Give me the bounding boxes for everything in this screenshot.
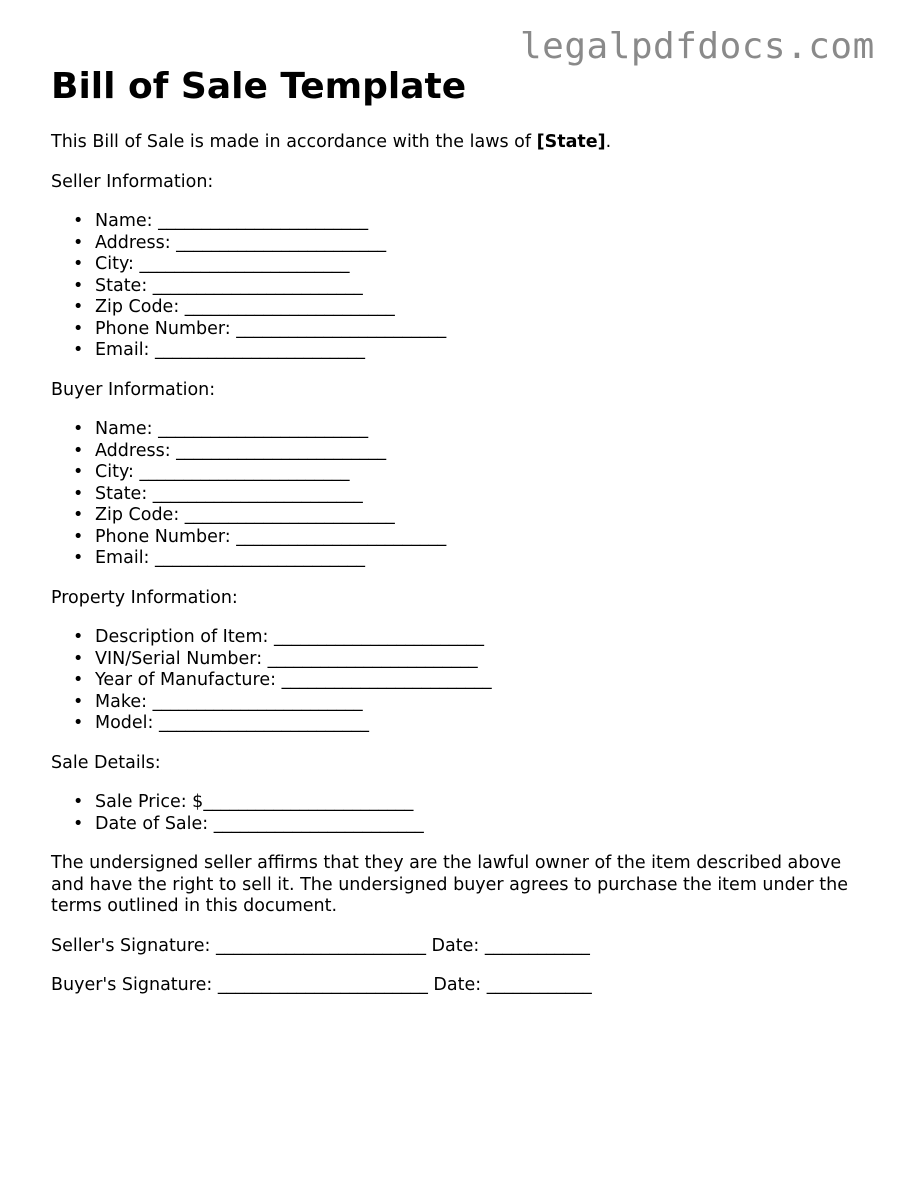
bullet: • [73,340,84,360]
field-label: State: [95,483,148,504]
buyer-state-field [73,483,871,506]
fill-line: ________________________ [139,254,350,274]
field-label: Email: [95,548,150,568]
bullet: • [73,713,84,733]
fill-line: ________________________ [159,713,370,733]
sale-heading: Sale Details: [51,752,161,773]
fill-line: ________________________ [281,670,492,690]
bullet: • [73,483,84,504]
fill-line: ________________________ [203,792,414,812]
seller-phone-field [73,318,871,341]
intro-period: . [605,132,612,152]
intro-text: This Bill of Sale is made in accordance with the laws of [51,132,537,152]
intro-paragraph [51,132,871,154]
bullet: • [73,648,84,669]
fill-line: ________________________ [176,232,387,253]
bullet: • [73,275,84,296]
field-label: State: [95,275,148,296]
field-label: Phone Number: [95,318,231,339]
bullet: • [73,440,84,461]
field-label: Zip Code: [95,505,180,525]
buyer-signature-line [51,975,871,997]
fill-line: ________________________ [152,275,363,296]
bullet: • [73,254,84,274]
fill-line: ________________________ [155,548,366,568]
bullet: • [73,813,84,834]
field-label: VIN/Serial Number: [95,648,263,669]
buyer-heading: Buyer Information: [51,379,216,400]
buyer-field-list [51,419,871,570]
date-label: Date: [433,975,482,995]
bullet: • [73,462,84,482]
fill-line: ________________________ [215,935,426,956]
fill-line: ________________________ [158,419,369,439]
signature-label: Seller's Signature: [51,935,211,956]
bullet: • [73,526,84,547]
sale-price-field [73,792,871,814]
field-label: Make: [95,691,147,712]
property-field-list [51,627,871,735]
fill-line: ________________________ [273,627,484,647]
date-label: Date: [431,935,480,956]
property-heading: Property Information: [51,587,238,608]
property-vin-field [73,648,871,671]
field-label: Date of Sale: [95,813,209,834]
seller-heading: Seller Information: [51,171,214,192]
bullet: • [73,297,84,317]
field-label: City: [95,254,134,274]
field-label: Name: [95,419,153,439]
fill-line: ________________________ [152,483,363,504]
bullet: • [73,211,84,231]
field-label: Name: [95,211,153,231]
field-label: Zip Code: [95,297,180,317]
buyer-name-field [73,419,871,441]
seller-field-list [51,211,871,362]
document-page [51,62,871,997]
buyer-city-field [73,462,871,484]
seller-state-field [73,275,871,298]
field-label: Address: [95,440,171,461]
fill-line: ________________________ [184,297,395,317]
fill-line: ________________________ [217,975,428,995]
fill-line: ________________________ [267,648,478,669]
bullet: • [73,232,84,253]
seller-city-field [73,254,871,276]
buyer-email-field [73,548,871,570]
buyer-address-field [73,440,871,463]
bullet: • [73,505,84,525]
date-fill-line: ____________ [484,935,590,956]
fill-line: ________________________ [236,318,447,339]
sale-date-field [73,813,871,836]
field-label: City: [95,462,134,482]
bullet: • [73,691,84,712]
signature-label: Buyer's Signature: [51,975,213,995]
watermark: legalpdfdocs.com [520,26,875,67]
bullet: • [73,419,84,439]
fill-line: ________________________ [139,462,350,482]
seller-zip-field [73,297,871,319]
bullet: • [73,627,84,647]
fill-line: ________________________ [184,505,395,525]
fill-line: ________________________ [155,340,366,360]
field-label: Address: [95,232,171,253]
page-title: Bill of Sale Template [51,66,467,107]
fill-line: ________________________ [176,440,387,461]
seller-name-field [73,211,871,233]
bullet: • [73,318,84,339]
closing-paragraph: The undersigned seller affirms that they are the lawful owner of the item described above and have the right to sell it. The undersigned buyer agrees to purchase the item under the terms outlined in this document. [51,853,848,916]
property-description-field [73,627,871,649]
bullet: • [73,792,84,812]
property-model-field [73,713,871,735]
field-label: Phone Number: [95,526,231,547]
seller-address-field [73,232,871,255]
sale-field-list [51,792,871,835]
bullet: • [73,548,84,568]
fill-line: ________________________ [152,691,363,712]
buyer-phone-field [73,526,871,549]
seller-signature-line [51,936,871,958]
property-year-field [73,670,871,692]
field-label: Email: [95,340,150,360]
property-make-field [73,691,871,714]
buyer-zip-field [73,505,871,527]
bullet: • [73,670,84,690]
fill-line: ________________________ [158,211,369,231]
field-label: Description of Item: [95,627,269,647]
field-label: Model: [95,713,154,733]
state-placeholder: [State] [536,132,606,152]
fill-line: ________________________ [213,813,424,834]
fill-line: ________________________ [236,526,447,547]
field-label: Year of Manufacture: [95,670,276,690]
seller-email-field [73,340,871,362]
field-label: Sale Price: $ [95,792,204,812]
date-fill-line: ____________ [486,975,592,995]
